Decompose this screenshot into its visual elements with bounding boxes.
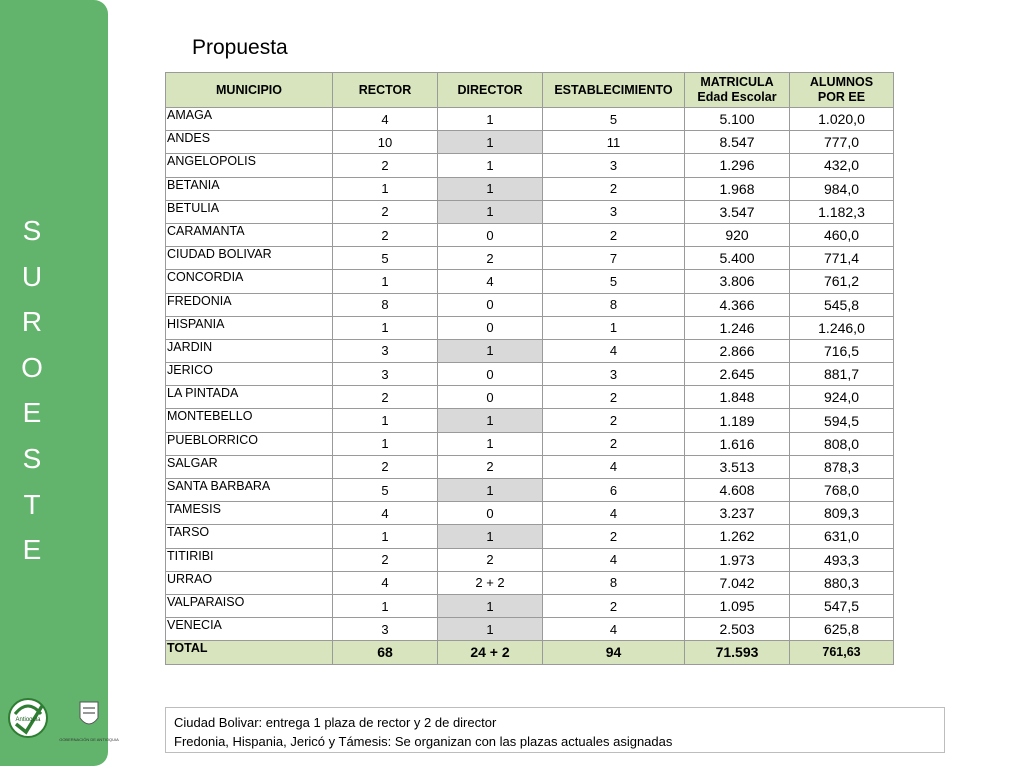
cell-matricula: 1.296 (685, 154, 790, 177)
region-letter: T (23, 488, 41, 520)
cell-matricula: 1.973 (685, 548, 790, 571)
cell-municipio: MONTEBELLO (166, 409, 333, 432)
table-row (166, 432, 894, 455)
cell-matricula: 7.042 (685, 571, 790, 594)
cell-rector: 4 (333, 502, 438, 525)
cell-rector: 2 (333, 200, 438, 223)
cell-rector: 8 (333, 293, 438, 316)
region-letter: O (21, 351, 43, 383)
table-row (166, 270, 894, 293)
cell-matricula: 1.246 (685, 316, 790, 339)
cell-director: 1 (438, 200, 543, 223)
cell-director: 1 (438, 339, 543, 362)
total-alumnos: 761,63 (790, 641, 894, 664)
cell-establecimiento: 2 (543, 432, 685, 455)
cell-establecimiento: 4 (543, 339, 685, 362)
cell-municipio: CARAMANTA (166, 223, 333, 246)
cell-rector: 10 (333, 131, 438, 154)
cell-municipio: JERICO (166, 363, 333, 386)
cell-alumnos: 881,7 (790, 363, 894, 386)
header-rector: RECTOR (333, 73, 438, 108)
table-row (166, 386, 894, 409)
cell-municipio: LA PINTADA (166, 386, 333, 409)
cell-establecimiento: 4 (543, 548, 685, 571)
region-letter: S (22, 442, 42, 474)
cell-establecimiento: 7 (543, 247, 685, 270)
cell-alumnos: 1.182,3 (790, 200, 894, 223)
table-row (166, 455, 894, 478)
region-letter: S (22, 215, 42, 246)
cell-director: 1 (438, 432, 543, 455)
cell-municipio: BETANIA (166, 177, 333, 200)
cell-matricula: 3.547 (685, 200, 790, 223)
cell-matricula: 1.189 (685, 409, 790, 432)
cell-rector: 1 (333, 525, 438, 548)
note-line-2: Fredonia, Hispania, Jericó y Támesis: Se organizan con las plazas actuales asignadas (174, 734, 673, 749)
cell-alumnos: 545,8 (790, 293, 894, 316)
sidebar (0, 0, 119, 766)
cell-director: 1 (438, 154, 543, 177)
cell-alumnos: 432,0 (790, 154, 894, 177)
cell-rector: 1 (333, 409, 438, 432)
cell-alumnos: 777,0 (790, 131, 894, 154)
cell-rector: 2 (333, 223, 438, 246)
region-letter: E (22, 397, 42, 429)
cell-director: 0 (438, 316, 543, 339)
cell-matricula: 1.848 (685, 386, 790, 409)
cell-alumnos: 809,3 (790, 502, 894, 525)
cell-matricula: 3.513 (685, 455, 790, 478)
cell-alumnos: 1.020,0 (790, 108, 894, 131)
region-letter: U (21, 260, 43, 292)
cell-municipio: CIUDAD BOLIVAR (166, 247, 333, 270)
table-row (166, 594, 894, 617)
cell-municipio: AMAGA (166, 108, 333, 131)
cell-municipio: VALPARAISO (166, 594, 333, 617)
cell-rector: 3 (333, 363, 438, 386)
cell-matricula: 4.366 (685, 293, 790, 316)
cell-municipio: JARDIN (166, 339, 333, 362)
cell-rector: 1 (333, 432, 438, 455)
header-alumnos-line2: POR EE (817, 90, 866, 104)
cell-alumnos: 1.246,0 (790, 316, 894, 339)
cell-director: 0 (438, 363, 543, 386)
header-municipio: MUNICIPIO (166, 73, 333, 108)
total-director: 24 + 2 (438, 641, 543, 664)
cell-director: 0 (438, 502, 543, 525)
cell-establecimiento: 3 (543, 154, 685, 177)
cell-establecimiento: 1 (543, 316, 685, 339)
cell-municipio: URRAO (166, 571, 333, 594)
cell-rector: 1 (333, 594, 438, 617)
cell-rector: 1 (333, 177, 438, 200)
region-vertical-label (0, 208, 64, 573)
cell-rector: 2 (333, 455, 438, 478)
total-establecimiento: 94 (543, 641, 685, 664)
cell-establecimiento: 2 (543, 386, 685, 409)
cell-municipio: ANDES (166, 131, 333, 154)
table-row (166, 223, 894, 246)
cell-municipio: VENECIA (166, 618, 333, 641)
cell-alumnos: 984,0 (790, 177, 894, 200)
cell-municipio: TAMESIS (166, 502, 333, 525)
cell-matricula: 3.237 (685, 502, 790, 525)
header-alumnos (790, 73, 894, 108)
header-matricula (685, 73, 790, 108)
cell-rector: 1 (333, 270, 438, 293)
cell-matricula: 3.806 (685, 270, 790, 293)
cell-matricula: 4.608 (685, 479, 790, 502)
cell-director: 0 (438, 223, 543, 246)
cell-rector: 5 (333, 247, 438, 270)
table-row (166, 409, 894, 432)
cell-matricula: 920 (685, 223, 790, 246)
cell-municipio: CONCORDIA (166, 270, 333, 293)
table-row (166, 479, 894, 502)
cell-alumnos: 880,3 (790, 571, 894, 594)
page-title: Propuesta (192, 36, 288, 59)
header-establecimiento: ESTABLECIMIENTO (543, 73, 685, 108)
cell-rector: 4 (333, 571, 438, 594)
cell-establecimiento: 11 (543, 131, 685, 154)
cell-alumnos: 547,5 (790, 594, 894, 617)
table-body (166, 108, 894, 641)
cell-matricula: 1.616 (685, 432, 790, 455)
cell-rector: 2 (333, 154, 438, 177)
header-director: DIRECTOR (438, 73, 543, 108)
table-row (166, 316, 894, 339)
table-row (166, 293, 894, 316)
cell-establecimiento: 4 (543, 618, 685, 641)
cell-director: 1 (438, 594, 543, 617)
cell-municipio: HISPANIA (166, 316, 333, 339)
cell-rector: 5 (333, 479, 438, 502)
cell-director: 1 (438, 177, 543, 200)
cell-establecimiento: 3 (543, 200, 685, 223)
table-row (166, 618, 894, 641)
total-matricula: 71.593 (685, 641, 790, 664)
cell-establecimiento: 2 (543, 223, 685, 246)
header-matricula-line1: MATRICULA (700, 75, 774, 89)
cell-director: 1 (438, 108, 543, 131)
cell-matricula: 2.645 (685, 363, 790, 386)
table-row (166, 200, 894, 223)
cell-municipio: FREDONIA (166, 293, 333, 316)
cell-establecimiento: 5 (543, 270, 685, 293)
cell-alumnos: 631,0 (790, 525, 894, 548)
gobernacion-text: GOBERNACIÓN DE ANTIOQUIA (59, 737, 119, 742)
cell-municipio: TARSO (166, 525, 333, 548)
cell-rector: 2 (333, 548, 438, 571)
cell-municipio: SANTA BARBARA (166, 479, 333, 502)
cell-director: 4 (438, 270, 543, 293)
table-row (166, 177, 894, 200)
cell-municipio: SALGAR (166, 455, 333, 478)
cell-director: 1 (438, 409, 543, 432)
cell-matricula: 1.262 (685, 525, 790, 548)
region-letter: E (22, 534, 42, 566)
cell-director: 1 (438, 479, 543, 502)
table-header-row (166, 73, 894, 108)
cell-establecimiento: 2 (543, 409, 685, 432)
cell-alumnos: 761,2 (790, 270, 894, 293)
table-row (166, 363, 894, 386)
cell-establecimiento: 8 (543, 571, 685, 594)
cell-alumnos: 924,0 (790, 386, 894, 409)
municipality-table (165, 72, 894, 665)
coat-of-arms-icon (56, 700, 122, 732)
cell-establecimiento: 6 (543, 479, 685, 502)
cell-establecimiento: 2 (543, 594, 685, 617)
cell-municipio: ANGELOPOLIS (166, 154, 333, 177)
cell-alumnos: 594,5 (790, 409, 894, 432)
cell-matricula: 2.866 (685, 339, 790, 362)
cell-alumnos: 716,5 (790, 339, 894, 362)
cell-director: 0 (438, 386, 543, 409)
cell-matricula: 1.968 (685, 177, 790, 200)
cell-director: 2 + 2 (438, 571, 543, 594)
cell-matricula: 8.547 (685, 131, 790, 154)
table-total-row (166, 641, 894, 664)
cell-director: 2 (438, 247, 543, 270)
header-alumnos-line1: ALUMNOS (809, 75, 874, 89)
notes-box (165, 707, 945, 753)
note-line-1: Ciudad Bolivar: entrega 1 plaza de rector y 2 de director (174, 715, 497, 730)
table-row (166, 502, 894, 525)
cell-rector: 3 (333, 618, 438, 641)
cell-alumnos: 460,0 (790, 223, 894, 246)
cell-matricula: 2.503 (685, 618, 790, 641)
header-matricula-line2: Edad Escolar (697, 90, 777, 104)
cell-rector: 3 (333, 339, 438, 362)
cell-director: 1 (438, 131, 543, 154)
cell-director: 1 (438, 618, 543, 641)
total-label: TOTAL (166, 641, 333, 664)
table-row (166, 131, 894, 154)
logo-text: Antioquia (15, 717, 41, 723)
total-rector: 68 (333, 641, 438, 664)
table-row (166, 154, 894, 177)
cell-rector: 2 (333, 386, 438, 409)
cell-municipio: PUEBLORRICO (166, 432, 333, 455)
table-row (166, 247, 894, 270)
cell-alumnos: 808,0 (790, 432, 894, 455)
cell-establecimiento: 3 (543, 363, 685, 386)
region-letter: R (21, 306, 43, 338)
cell-establecimiento: 2 (543, 177, 685, 200)
cell-establecimiento: 4 (543, 502, 685, 525)
cell-matricula: 5.100 (685, 108, 790, 131)
cell-alumnos: 878,3 (790, 455, 894, 478)
cell-alumnos: 768,0 (790, 479, 894, 502)
cell-alumnos: 493,3 (790, 548, 894, 571)
table-row (166, 339, 894, 362)
cell-rector: 4 (333, 108, 438, 131)
table-row (166, 548, 894, 571)
cell-alumnos: 771,4 (790, 247, 894, 270)
cell-alumnos: 625,8 (790, 618, 894, 641)
cell-matricula: 1.095 (685, 594, 790, 617)
cell-establecimiento: 5 (543, 108, 685, 131)
table-row (166, 571, 894, 594)
table-row (166, 525, 894, 548)
cell-municipio: TITIRIBI (166, 548, 333, 571)
antioquia-logo-icon (6, 694, 50, 744)
cell-matricula: 5.400 (685, 247, 790, 270)
cell-municipio: BETULIA (166, 200, 333, 223)
cell-director: 1 (438, 525, 543, 548)
cell-director: 2 (438, 548, 543, 571)
table-row (166, 108, 894, 131)
cell-establecimiento: 8 (543, 293, 685, 316)
cell-director: 2 (438, 455, 543, 478)
cell-establecimiento: 4 (543, 455, 685, 478)
cell-establecimiento: 2 (543, 525, 685, 548)
cell-rector: 1 (333, 316, 438, 339)
gobernacion-logo (56, 700, 122, 746)
cell-director: 0 (438, 293, 543, 316)
